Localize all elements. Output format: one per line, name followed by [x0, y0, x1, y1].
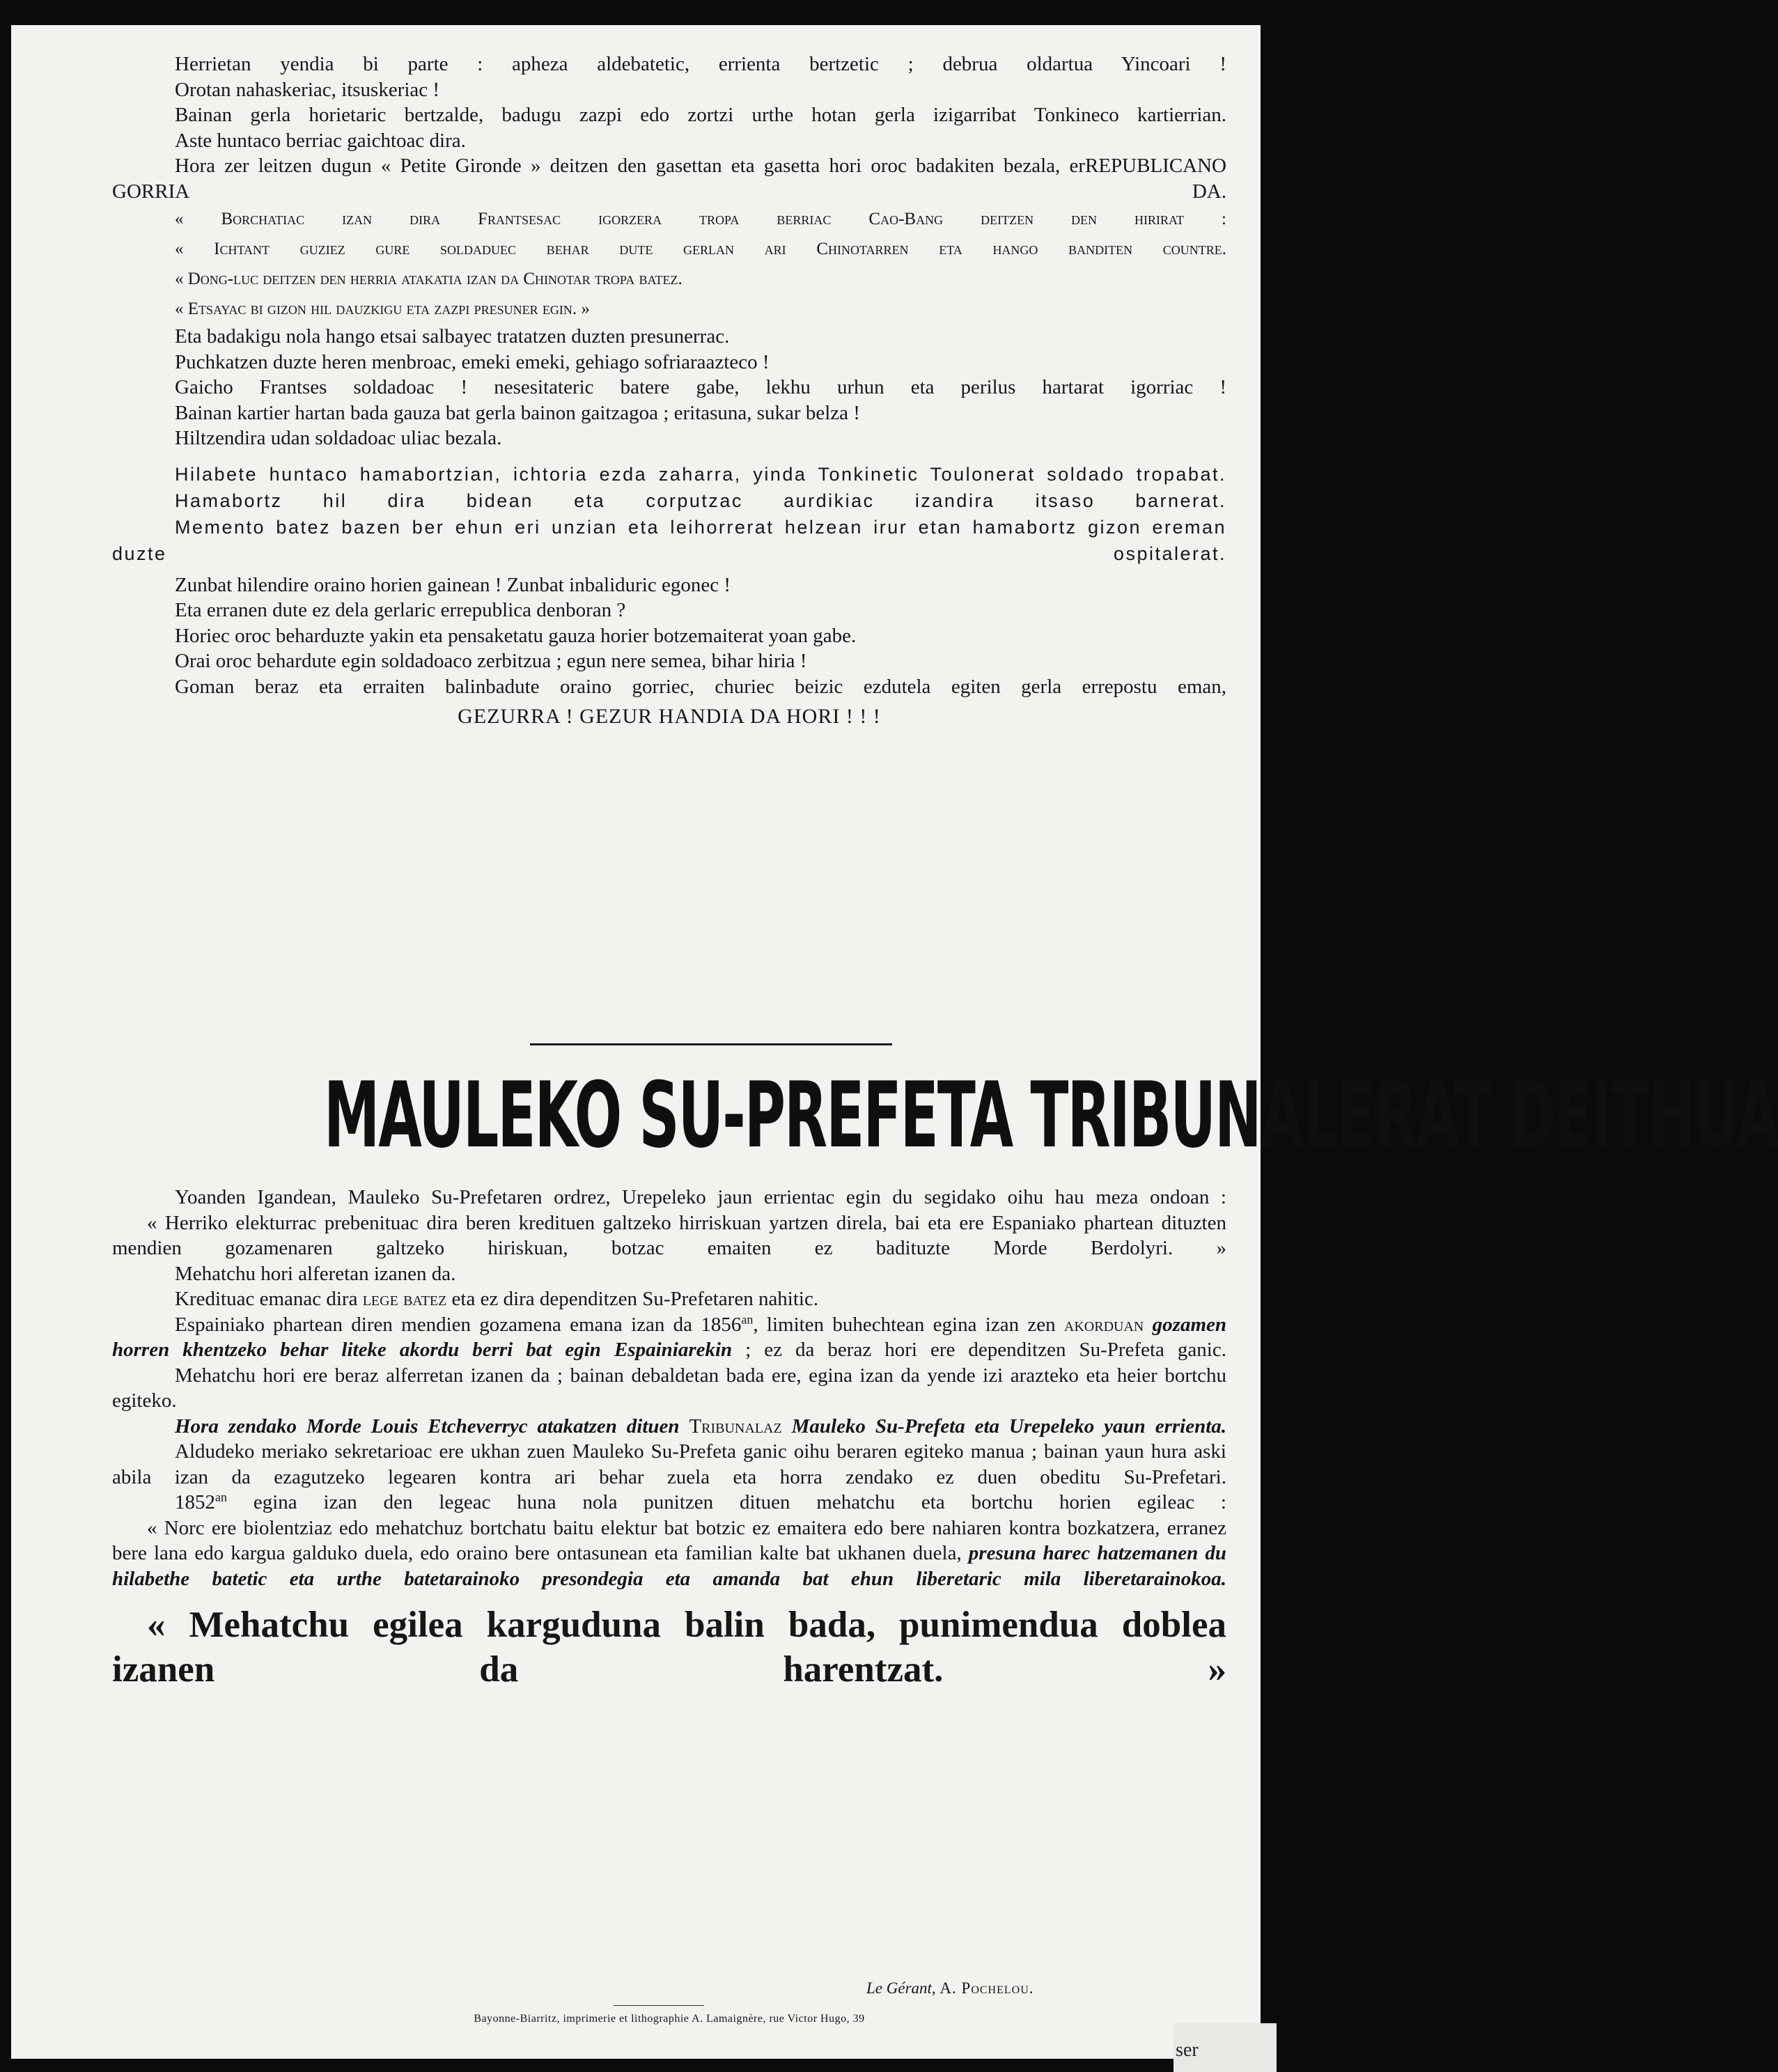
article-text: Kredituac emanac dira	[175, 1288, 358, 1310]
article-emphasis: gozamen horren khentzeko behar liteke akordu berri bat egin Espainiarekin	[112, 1313, 1227, 1361]
text-line: Orai oroc behardute egin soldadoaco zerbitzua ; egun nere semea, bihar hiria !	[175, 650, 807, 672]
article-paragraph: Mehatchu hori alferetan izanen da.	[175, 1262, 456, 1285]
text-line: Eta badakigu nola hango etsai salbayec tratatzen duzten presunerrac.	[175, 325, 730, 348]
article-paragraph	[112, 1490, 1226, 1516]
sans-line: Memento batez bazen ber ehun eri unzian eta leihorrerat helzean irur etan hamabortz gizon ereman duzte ospitalerat.	[112, 516, 1226, 564]
gerant-name: A. Pochelou.	[939, 1979, 1034, 1997]
article-text: Espainiako phartean diren mendien gozamena emana izan da 1856	[175, 1313, 742, 1336]
text-line: Puchkatzen duzte heren menbroac, emeki emeki, gehiago sofriaraazteco !	[175, 350, 770, 373]
law-quote	[112, 1516, 1226, 1592]
text-line: Aste huntaco berriac gaichtoac dira.	[175, 129, 466, 152]
divider-rule	[530, 1043, 892, 1045]
article-paragraph	[112, 1286, 1226, 1312]
sans-line: Hamabortz hil dira bidean eta corputzac aurdikiac izandira itsaso barnerat.	[175, 490, 1226, 511]
text-line: Gaicho Frantses soldadoac ! nesesitateric batere gabe, lekhu urhun eta perilus hartarat igorriac !	[175, 376, 1226, 398]
gerant-label: Le Gérant,	[866, 1979, 936, 1997]
text-line: Eta erranen dute ez dela gerlaric errepublica denboran ?	[175, 599, 626, 621]
article-paragraph	[112, 1312, 1226, 1363]
text-line: Horiec oroc beharduzte yakin eta pensaketatu gauza horier botzemaiterat yoan gabe.	[175, 624, 857, 647]
printer-imprint: Bayonne-Biarritz, imprimerie et lithographie A. Lamaignère, rue Victor Hugo, 39	[474, 2013, 865, 2025]
article-text: 1852	[175, 1491, 215, 1513]
quote-line: « Etsayac bi gizon hil dauzkigu eta zazpi presuner egin. »	[175, 299, 590, 318]
article-smallcaps: akorduan	[1063, 1313, 1144, 1336]
ordinal-suffix: an	[741, 1311, 754, 1326]
article-text: « Norc ere biolentziaz edo mehatchuz bortchatu baitu elektur bat botzic ez emaitera edo bere nahiaren kontra bozkatzera, erranez bere lana edo kargua galduko duela, edo oraino bere ontasunean eta familian kalte bat ukhanen duela,	[112, 1516, 1226, 1564]
article-text: , limiten buhechtean egina izan zen	[753, 1313, 1056, 1336]
text-line: Bainan kartier hartan bada gauza bat gerla bainon gaitzagoa ; eritasuna, sukar belza !	[175, 401, 860, 424]
article-paragraph: Yoanden Igandean, Mauleko Su-Prefetaren ordrez, Urepeleko jaun errientac egin du segidako oihu hau meza ondoan :	[175, 1186, 1226, 1208]
quote-line: « Dong-luc deitzen den herria atakatia izan da Chinotar tropa batez.	[175, 270, 683, 288]
article-smallcaps: Tribunalaz	[689, 1415, 782, 1438]
article-emphasis: Mauleko Su-Prefeta eta Urepeleko yaun errienta.	[791, 1415, 1227, 1438]
quote-line: « Borchatiac izan dira Frantsesac igorzera tropa berriac Cao-Bang deitzen den hirirat :	[175, 210, 1226, 228]
article-paragraph: Mehatchu hori ere beraz alferretan izanen da ; bainan debaldetan bada ere, egina izan da yende izi arazteko eta heier bortchu egiteko.	[112, 1364, 1226, 1412]
text-line: Hora zer leitzen dugun « Petite Gironde » deitzen den gasettan eta gasetta hori oroc badakiten bezala, erREPUBLICANO GORRIA DA.	[112, 155, 1226, 203]
penalty-statement: « Mehatchu egilea karguduna balin bada, punimendua doblea izanen da harentzat. »	[112, 1605, 1226, 1690]
newspaper-page	[11, 25, 1778, 2059]
edge-text-fragment: ser	[1176, 2039, 1199, 2061]
text-line: Hiltzendira udan soldadoac uliac bezala.	[175, 427, 502, 449]
article-emphasis: presuna harec hatzemanen du hilabethe batetic eta urthe batetarainoko presondegia eta amanda bat ehun liberetaric mila liberetarainokoa.	[112, 1542, 1227, 1590]
section-tonkin-news	[112, 52, 1226, 734]
headline: MAULEKO SU-PREFETA TRIBUNALERAT DEITHUA	[324, 1062, 1778, 1168]
ordinal-suffix: an	[215, 1490, 227, 1504]
text-line: Herrietan yendia bi parte : apheza aldebatetic, errienta bertzetic ; debrua oldartua Yincoari !	[175, 53, 1226, 75]
closing-statement: GEZURRA ! GEZUR HANDIA DA HORI ! ! !	[458, 705, 881, 728]
article-paragraph: Aldudeko meriako sekretarioac ere ukhan zuen Mauleko Su-Prefeta ganic oihu beraren egiteko manua ; bainan yaun hura aski abila izan da ezagutzeko legearen kontra ari behar zuela eta horra zendako ez duen obeditu Su-Prefetari.	[112, 1440, 1226, 1488]
text-line: Zunbat hilendire oraino horien gainean ! Zunbat inbaliduric egonec !	[175, 573, 731, 596]
text-line: Bainan gerla horietaric bertzalde, badugu zazpi edo zortzi urthe hotan gerla izigarribat Tonkineco kartierrian.	[175, 104, 1226, 126]
article-quote: « Herriko elekturrac prebenituac dira beren kredituen galtzeko hirriskuan yartzen direla, bai eta ere Espaniako phartean dituzten mendien gozamenaren galtzeko hiriskuan, botzac emaiten ez badituzte Morde Berdolyri. »	[112, 1211, 1226, 1259]
article-text: egina izan den legeac huna nola punitzen dituen mehatchu eta bortchu horien egileac :	[227, 1491, 1226, 1513]
sans-line: Hilabete huntaco hamabortzian, ichtoria ezda zaharra, yinda Tonkinetic Toulonerat soldado tropabat.	[175, 463, 1226, 485]
article-smallcaps: lege batez	[362, 1288, 447, 1310]
quote-line: « Ichtant guziez gure soldaduec behar dute gerlan ari Chinotarren eta hango banditen countre.	[175, 240, 1227, 258]
gerant-signature	[866, 1979, 1034, 1997]
article-text: ; ez da beraz hori ere dependitzen Su-Prefeta ganic.	[732, 1339, 1226, 1361]
text-line: Goman beraz eta erraiten balinbadute oraino gorriec, churiec beizic ezdutela egiten gerla errepostu eman,	[175, 675, 1226, 698]
article-emphasis: Hora zendako Morde Louis Etcheverryc atakatzen dituen	[175, 1415, 680, 1438]
footer-rule	[614, 2005, 704, 2006]
article-paragraph	[112, 1414, 1226, 1440]
article-body	[112, 1185, 1226, 1692]
article-text: eta ez dira dependitzen Su-Prefetaren nahitic.	[451, 1288, 819, 1310]
text-line: Orotan nahaskeriac, itsuskeriac !	[175, 78, 440, 101]
